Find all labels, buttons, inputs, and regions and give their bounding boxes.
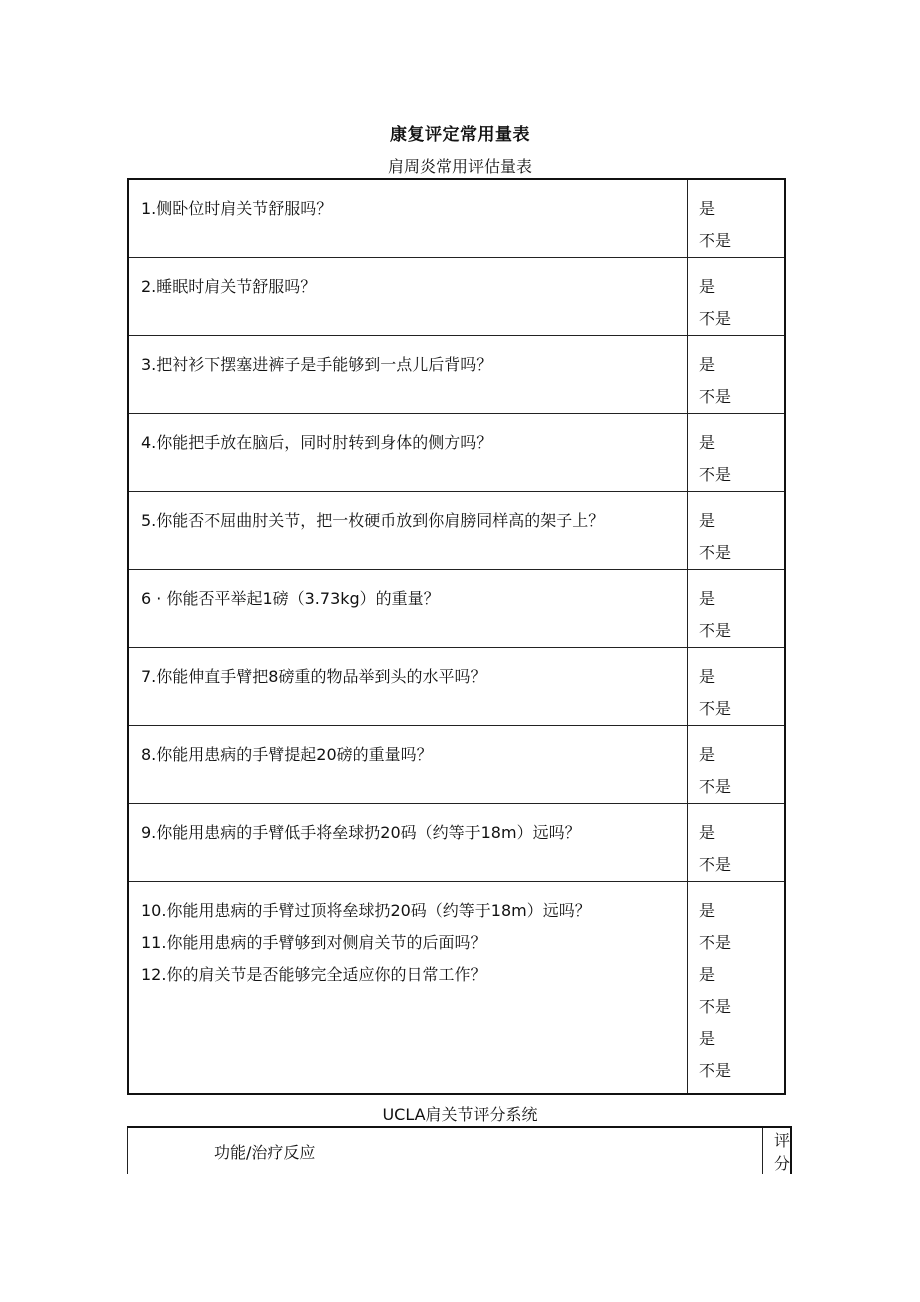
answer-no[interactable]: 不是 xyxy=(699,465,732,484)
answer-yes[interactable]: 是 xyxy=(699,667,716,686)
answer-yes[interactable]: 是 xyxy=(699,511,716,530)
question-row xyxy=(128,492,785,570)
question-text: 4.你能把手放在脑后，同时肘转到身体的侧方吗？ xyxy=(128,414,688,492)
question-text: 5.你能否不屈曲肘关节，把一枚硬币放到你肩膀同样高的架子上？ xyxy=(128,492,688,570)
answer-options xyxy=(688,882,786,1094)
answer-no[interactable]: 不是 xyxy=(699,621,732,640)
question-row xyxy=(128,648,785,726)
answer-no[interactable]: 不是 xyxy=(699,231,732,250)
answer-no[interactable]: 不是 xyxy=(699,855,732,874)
question-text: 12.你的肩关节是否能够完全适应你的日常工作？ xyxy=(141,965,487,984)
question-text: 7.你能伸直手臂把8磅重的物品举到头的水平吗？ xyxy=(128,648,688,726)
answer-yes[interactable]: 是 xyxy=(699,823,716,842)
question-text: 3.把衬衫下摆塞进裤子是手能够到一点儿后背吗？ xyxy=(128,336,688,414)
ucla-header-row xyxy=(128,1127,792,1174)
question-row-combined xyxy=(128,882,785,1094)
answer-yes[interactable]: 是 xyxy=(699,745,716,764)
answer-no[interactable]: 不是 xyxy=(699,997,732,1016)
question-text: 8.你能用患病的手臂提起20磅的重量吗？ xyxy=(128,726,688,804)
answer-no[interactable]: 不是 xyxy=(699,1061,732,1080)
question-text: 2.睡眠时肩关节舒服吗？ xyxy=(128,258,688,336)
answer-options xyxy=(688,179,786,258)
answer-no[interactable]: 不是 xyxy=(699,309,732,328)
question-text: 11.你能用患病的手臂够到对侧肩关节的后面吗？ xyxy=(141,933,487,952)
answer-options xyxy=(688,570,786,648)
answer-options xyxy=(688,726,786,804)
ucla-function-header: 功能/治疗反应 xyxy=(128,1127,763,1174)
question-row xyxy=(128,336,785,414)
question-row xyxy=(128,804,785,882)
question-text: 1.侧卧位时肩关节舒服吗？ xyxy=(128,179,688,258)
ucla-table xyxy=(127,1126,792,1174)
answer-options xyxy=(688,648,786,726)
answer-yes[interactable]: 是 xyxy=(699,589,716,608)
answer-options xyxy=(688,414,786,492)
answer-no[interactable]: 不是 xyxy=(699,777,732,796)
ucla-title: UCLA肩关节评分系统 xyxy=(382,1105,538,1124)
document-title: 康复评定常用量表 xyxy=(390,125,530,145)
question-text: 6 · 你能否平举起1磅（3.73kg）的重量？ xyxy=(128,570,688,648)
answer-no[interactable]: 不是 xyxy=(699,933,732,952)
answer-yes[interactable]: 是 xyxy=(699,199,716,218)
question-row xyxy=(128,726,785,804)
answer-yes[interactable]: 是 xyxy=(699,433,716,452)
answer-yes[interactable]: 是 xyxy=(699,277,716,296)
question-row xyxy=(128,179,785,258)
question-text: 9.你能用患病的手臂低手将垒球扔20码（约等于18m）远吗？ xyxy=(128,804,688,882)
ucla-score-header: 评分 xyxy=(762,1127,791,1174)
questionnaire-title: 肩周炎常用评估量表 xyxy=(387,157,532,176)
answer-options xyxy=(688,258,786,336)
answer-yes[interactable]: 是 xyxy=(699,355,716,374)
answer-options xyxy=(688,492,786,570)
question-text: 10.你能用患病的手臂过顶将垒球扔20码（约等于18m）远吗？ xyxy=(141,901,591,920)
answer-yes[interactable]: 是 xyxy=(699,901,716,920)
answer-yes[interactable]: 是 xyxy=(699,965,716,984)
answer-options xyxy=(688,336,786,414)
answer-no[interactable]: 不是 xyxy=(699,543,732,562)
question-texts xyxy=(128,882,688,1094)
answer-options xyxy=(688,804,786,882)
question-row xyxy=(128,258,785,336)
answer-no[interactable]: 不是 xyxy=(699,387,732,406)
question-row xyxy=(128,570,785,648)
answer-no[interactable]: 不是 xyxy=(699,699,732,718)
answer-yes[interactable]: 是 xyxy=(699,1029,716,1048)
questionnaire-body xyxy=(128,179,785,1094)
questionnaire-table xyxy=(127,178,786,1095)
question-row xyxy=(128,414,785,492)
